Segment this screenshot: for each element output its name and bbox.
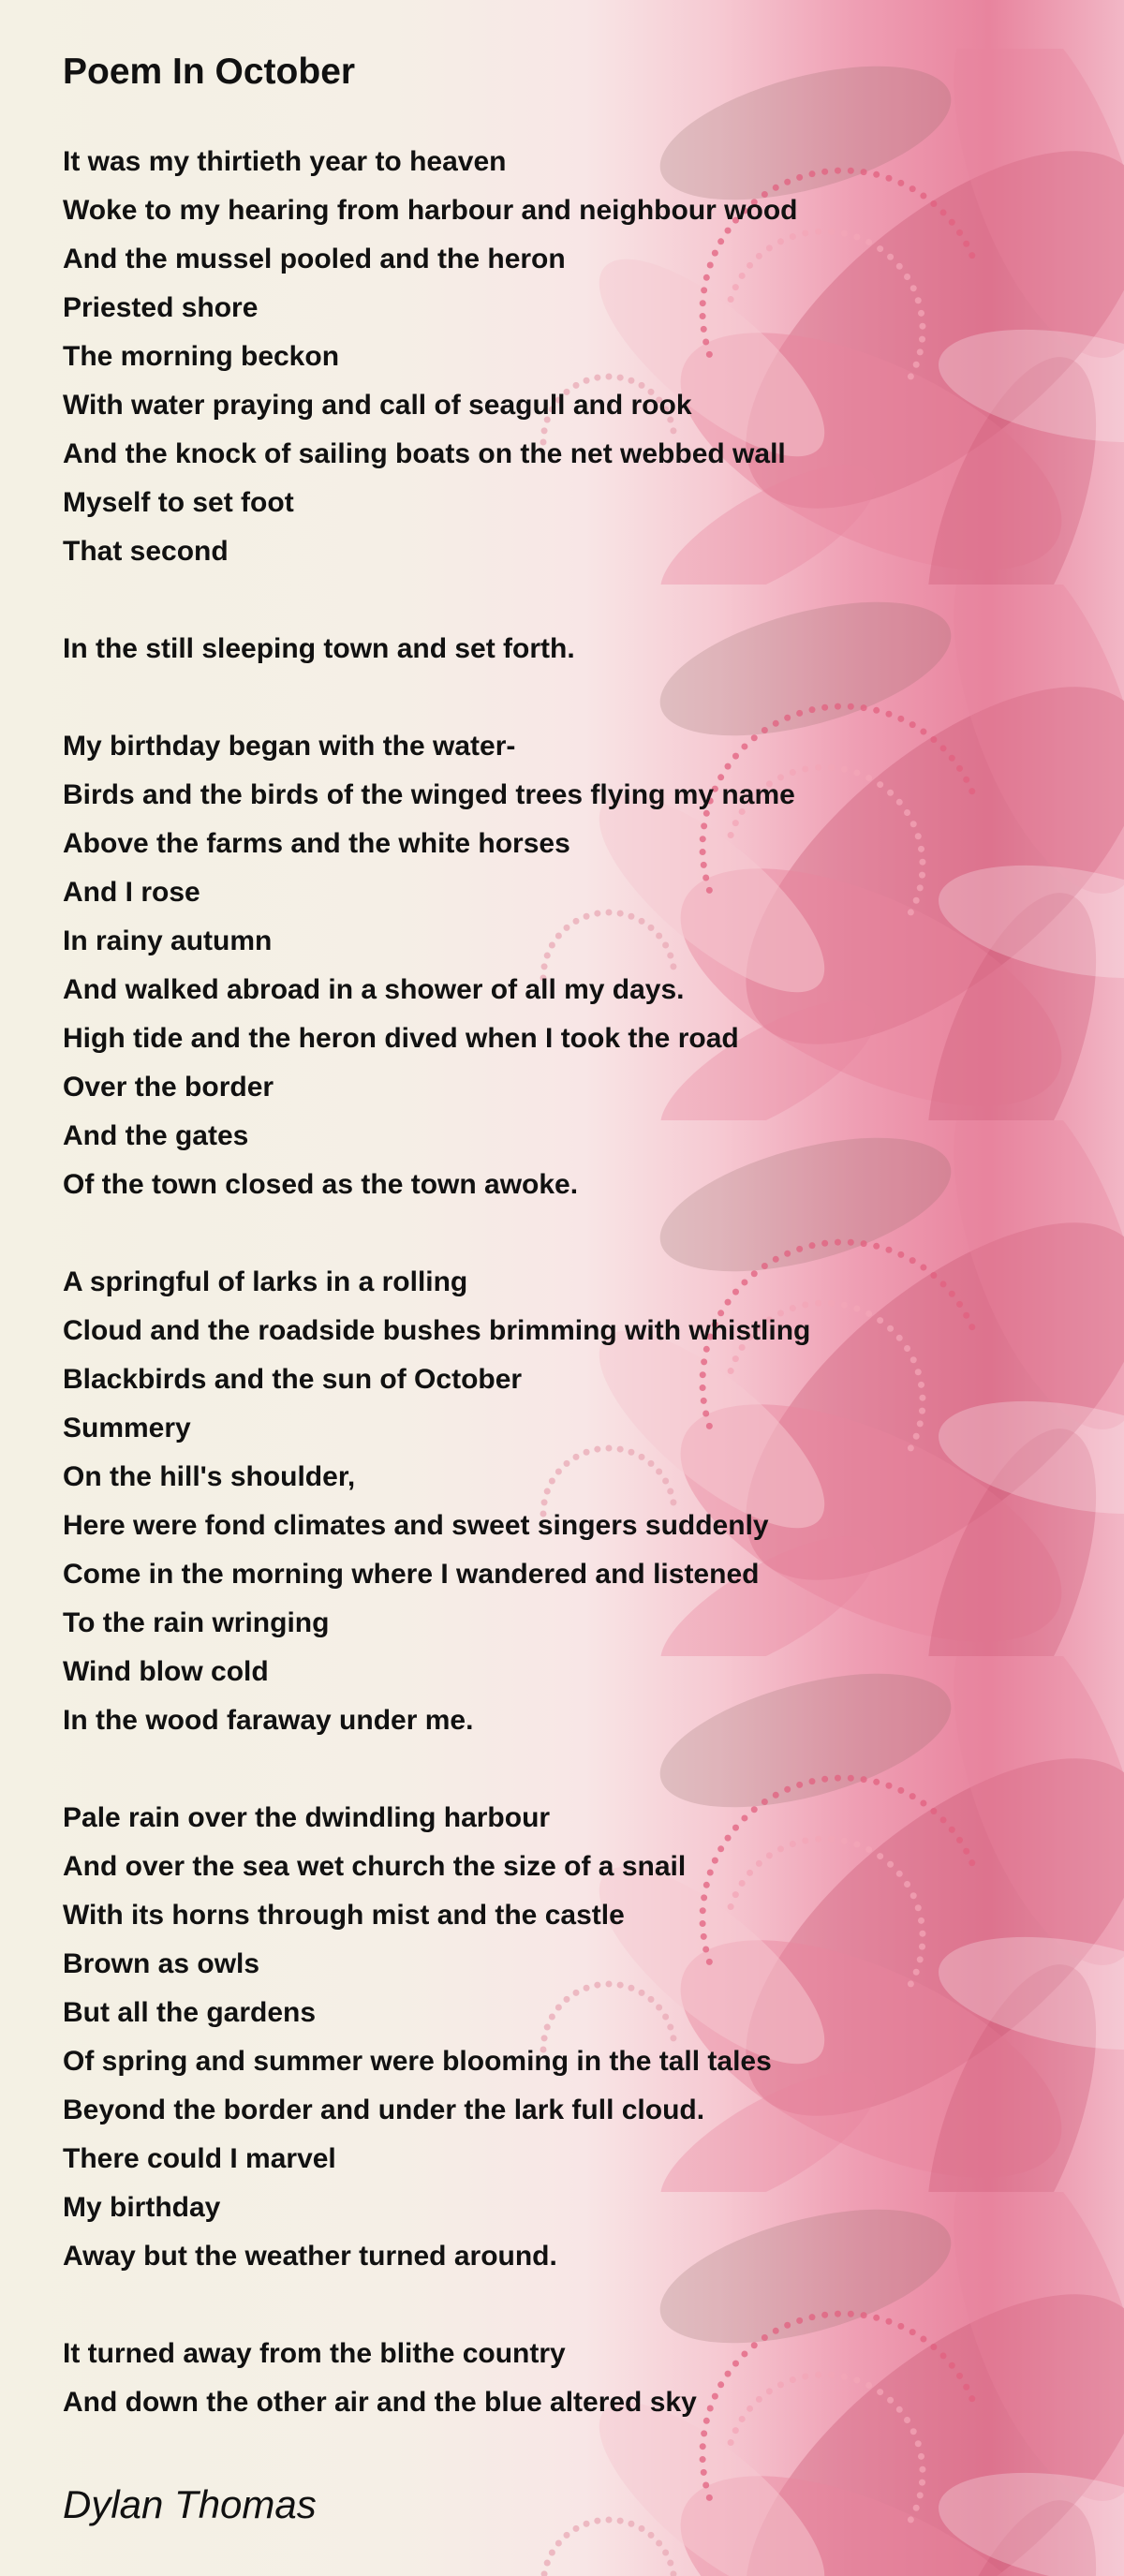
poem-line: Summery [63, 1413, 191, 1443]
poem-line: High tide and the heron dived when I took the road [63, 1023, 739, 1054]
poem-line: On the hill's shoulder, [63, 1461, 356, 1492]
stanza [63, 625, 575, 674]
poem-line: Priested shore [63, 292, 259, 323]
poem-line: In the still sleeping town and set forth. [63, 633, 575, 664]
poem-line: My birthday began with the water- [63, 731, 516, 762]
poem-line: Wind blow cold [63, 1656, 269, 1687]
stanza [63, 2330, 697, 2427]
poem-line: With its horns through mist and the castle [63, 1900, 625, 1931]
background-strip [0, 0, 1124, 49]
poem-line: My birthday [63, 2192, 221, 2223]
poem-line: A springful of larks in a rolling [63, 1266, 468, 1297]
poem-author: Dylan Thomas [63, 2482, 317, 2526]
poem-line: Brown as owls [63, 1948, 260, 1979]
poem-line: Over the border [63, 1072, 274, 1103]
poem-line: Away but the weather turned around. [63, 2241, 557, 2272]
poem-line: Birds and the birds of the winged trees flying my name [63, 779, 795, 810]
poem-title: Poem In October [63, 52, 356, 92]
poem-line: That second [63, 536, 229, 567]
poem-line: And over the sea wet church the size of a snail [63, 1851, 687, 1882]
stanza [63, 138, 797, 576]
poem-line: Cloud and the roadside bushes brimming with whistling [63, 1315, 811, 1346]
poem-line: Of spring and summer were blooming in the tall tales [63, 2046, 772, 2077]
poem-line: And the gates [63, 1120, 249, 1151]
poem-line: Of the town closed as the town awoke. [63, 1169, 579, 1200]
poem-line: In rainy autumn [63, 925, 273, 956]
poem-line: And I rose [63, 877, 200, 908]
poem-line: In the wood faraway under me. [63, 1705, 474, 1736]
stanza [63, 1258, 810, 1745]
poem-line: Beyond the border and under the lark full cloud. [63, 2095, 705, 2125]
poem-line: But all the gardens [63, 1997, 317, 2028]
stanza [63, 1794, 772, 2281]
poem-line: The morning beckon [63, 341, 340, 372]
poem-line: Here were fond climates and sweet singers suddenly [63, 1510, 769, 1541]
poem-line: And the knock of sailing boats on the net webbed wall [63, 438, 786, 469]
poem-line: It was my thirtieth year to heaven [63, 146, 507, 177]
poem-line: Myself to set foot [63, 487, 294, 518]
poem-line: Woke to my hearing from harbour and neighbour wood [63, 195, 798, 226]
stanza [63, 722, 795, 1209]
poem-line: Blackbirds and the sun of October [63, 1364, 523, 1395]
poem-line: And the mussel pooled and the heron [63, 244, 566, 274]
poem-line: There could I marvel [63, 2143, 336, 2174]
poem-line: With water praying and call of seagull and rook [63, 390, 692, 421]
poem-line: And walked abroad in a shower of all my days. [63, 974, 685, 1005]
poem-line: And down the other air and the blue altered sky [63, 2387, 697, 2418]
poem-line: Come in the morning where I wandered and listened [63, 1559, 760, 1590]
poem-line: To the rain wringing [63, 1607, 330, 1638]
poem-line: Above the farms and the white horses [63, 828, 570, 859]
poem-line: Pale rain over the dwindling harbour [63, 1802, 551, 1833]
poem-line: It turned away from the blithe country [63, 2338, 566, 2369]
